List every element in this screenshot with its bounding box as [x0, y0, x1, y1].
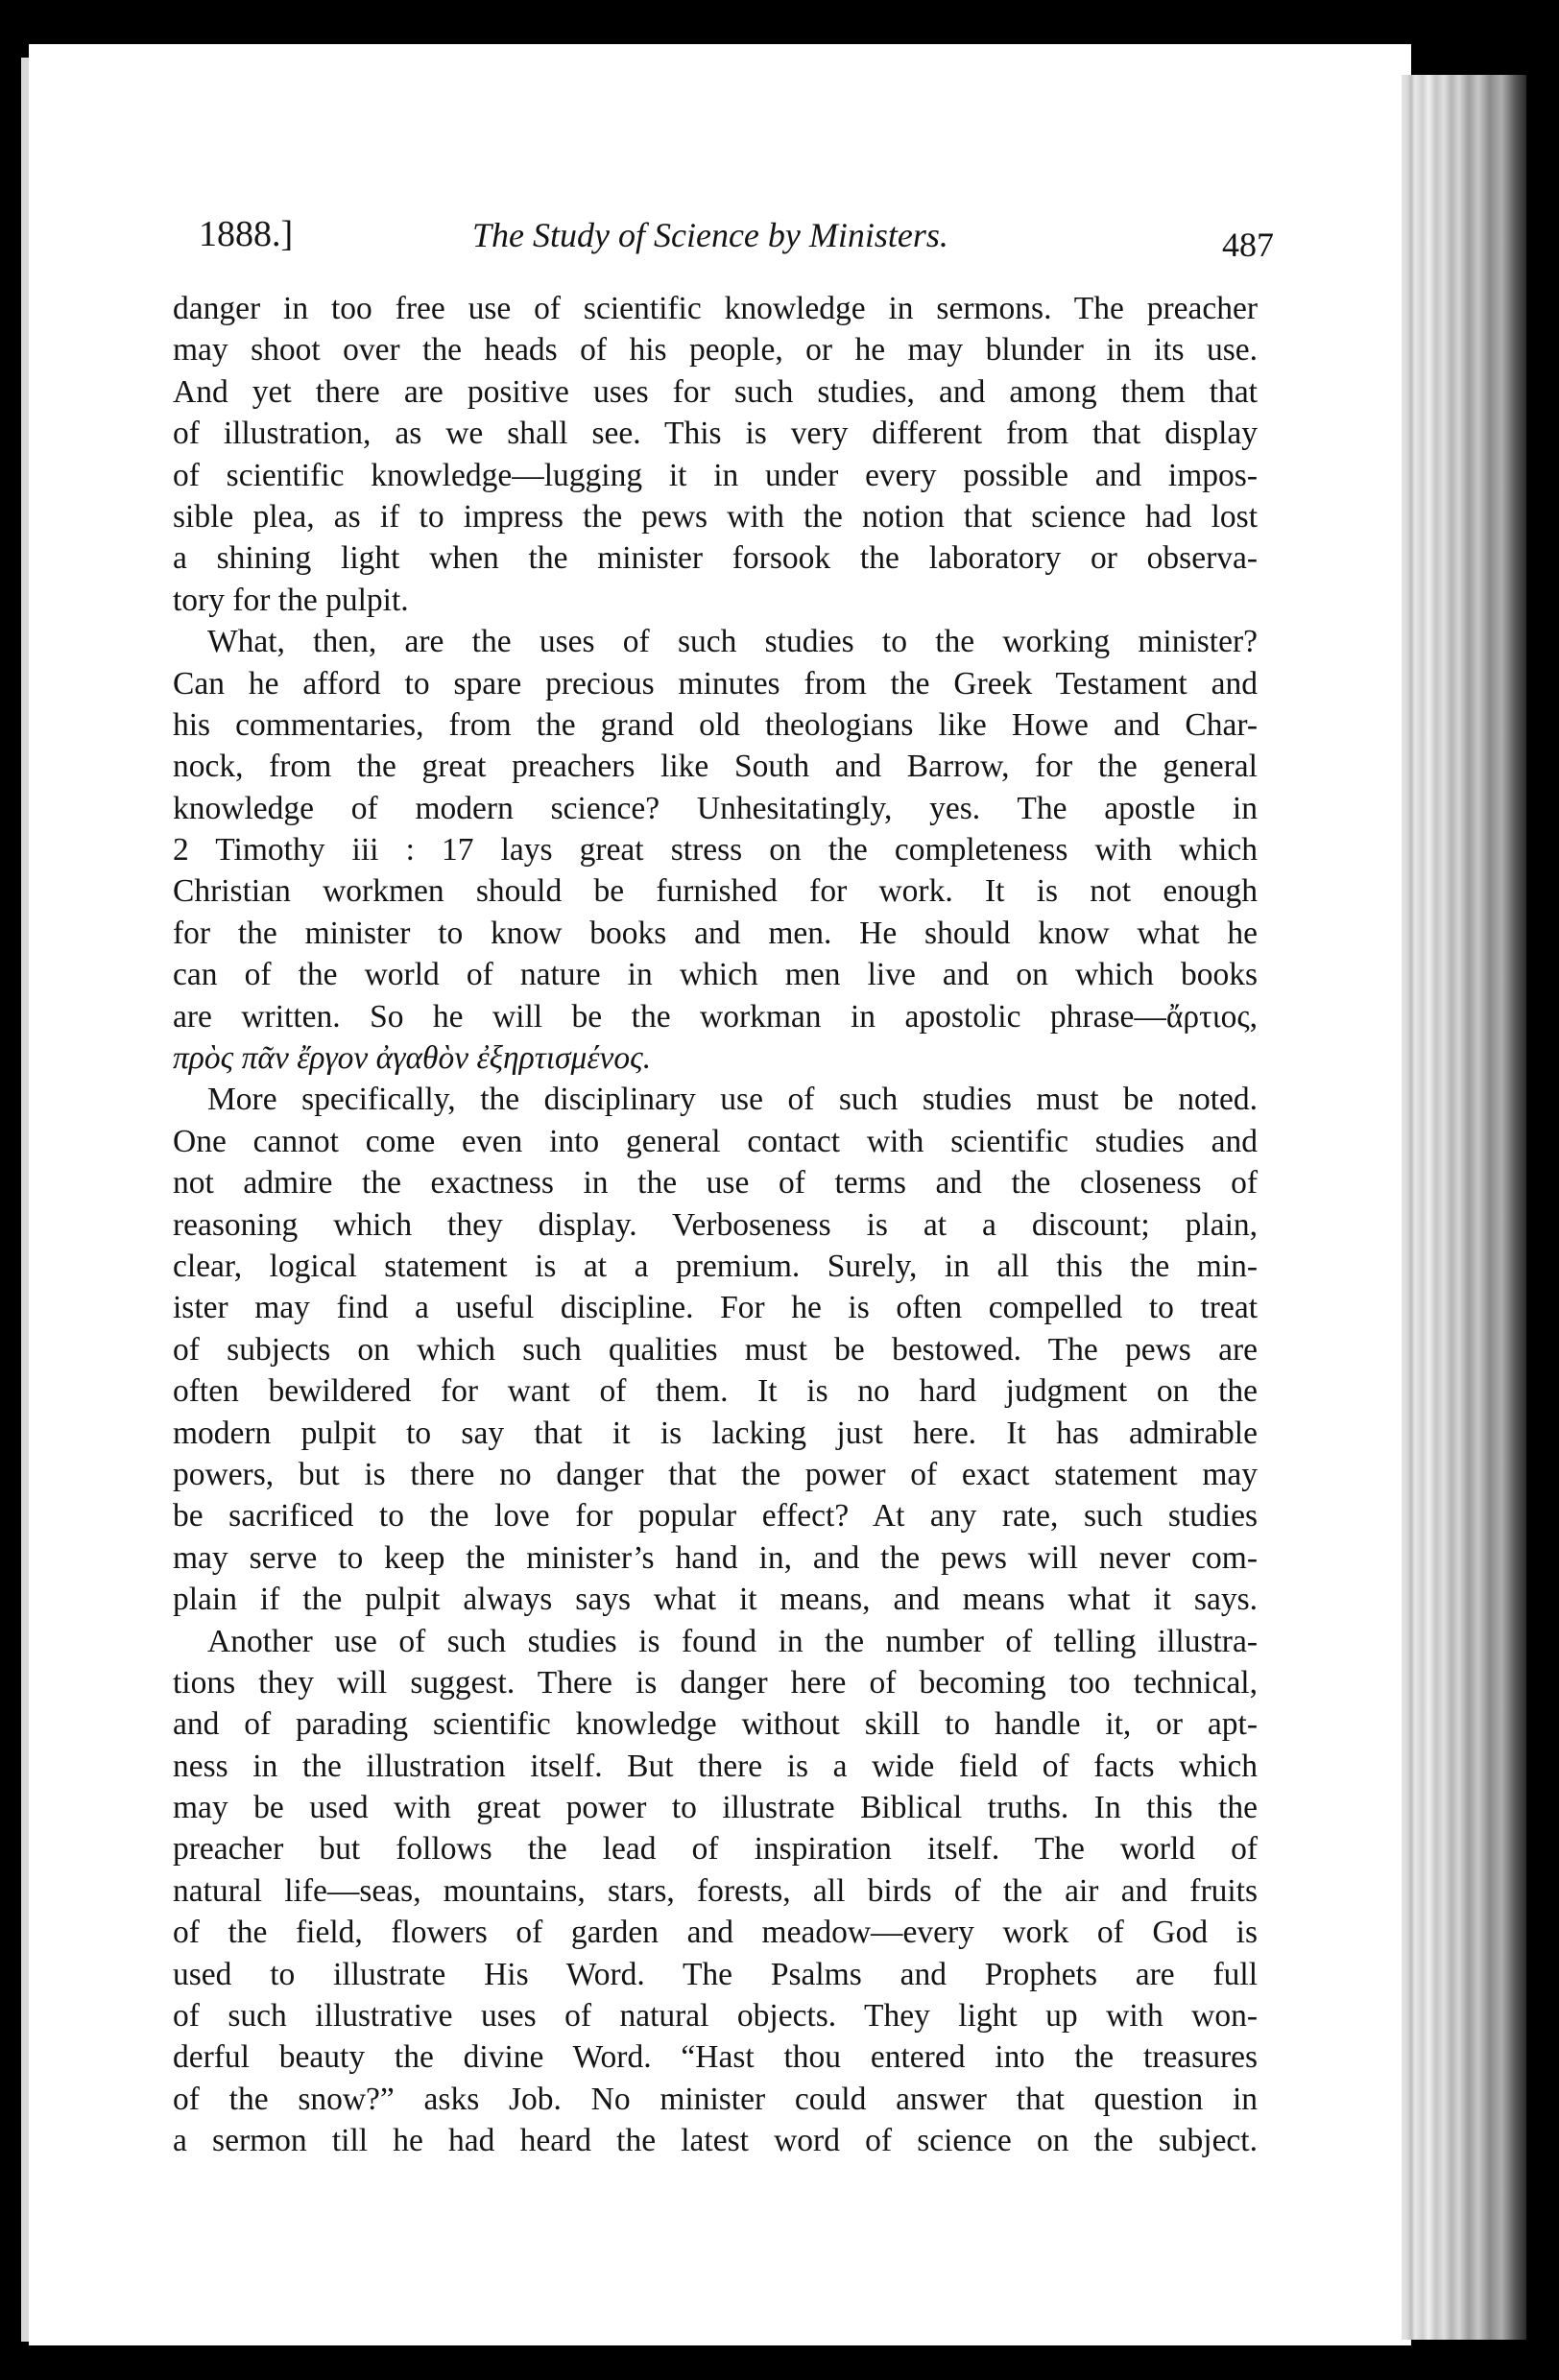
header-year: 1888.] — [199, 214, 294, 254]
text-line: a shining light when the minister forsook the laboratory or observa- — [173, 540, 1258, 577]
text-line: can of the world of nature in which men live and on which books — [173, 957, 1258, 993]
text-line: ister may find a useful discipline. For he is often compelled to treat — [173, 1290, 1258, 1326]
text-line: may serve to keep the minister’s hand in, and the pews will never com- — [173, 1539, 1258, 1576]
text-line: be sacrificed to the love for popular effect? At any rate, such studies — [173, 1498, 1258, 1535]
text-line: preacher but follows the lead of inspiration itself. The world of — [173, 1831, 1258, 1868]
text-line: and of parading scientific knowledge without skill to handle it, or apt- — [173, 1706, 1258, 1743]
page-number: 487 — [1222, 226, 1274, 264]
text-line: knowledge of modern science? Unhesitatingly, yes. The apostle in — [173, 790, 1258, 826]
text-line: are written. So he will be the workman in apostolic phrase—ἄρτιος, — [173, 998, 1258, 1035]
text-line: for the minister to know books and men. He should know what he — [173, 915, 1258, 951]
text-line: Another use of such studies is found in the number of telling illustra- — [207, 1623, 1258, 1659]
text-line: And yet there are positive uses for such studies, and among them that — [173, 373, 1258, 410]
text-line: More specifically, the disciplinary use of such studies must be noted. — [207, 1082, 1258, 1118]
text-line: of the snow?” asks Job. No minister could answer that question in — [173, 2081, 1258, 2117]
text-line: of scientific knowledge—lugging it in under every possible and impos- — [173, 457, 1258, 493]
text-line: tory for the pulpit. — [173, 582, 409, 618]
text-line: tions they will suggest. There is danger here of becoming too technical, — [173, 1664, 1258, 1701]
text-line: not admire the exactness in the use of terms and the closeness of — [173, 1165, 1258, 1202]
text-line: used to illustrate His Word. The Psalms and Prophets are full — [173, 1956, 1258, 1992]
text-line: plain if the pulpit always says what it means, and means what it says. — [173, 1582, 1258, 1618]
text-line: of the field, flowers of garden and meadow—every work of God is — [173, 1915, 1258, 1951]
text-line: clear, logical statement is at a premium. Surely, in all this the min- — [173, 1248, 1258, 1284]
text-line: reasoning which they display. Verboseness is at a discount; plain, — [173, 1206, 1258, 1243]
text-line: πρὸς πᾶν ἔργον ἀγαθὸν ἐξηρτισμένος. — [173, 1040, 652, 1077]
text-line: What, then, are the uses of such studies to the working minister? — [207, 624, 1258, 660]
text-line: danger in too free use of scientific knowledge in sermons. The preacher — [173, 291, 1258, 326]
text-line: One cannot come even into general contact with scientific studies and — [173, 1123, 1258, 1159]
text-line: Can he afford to spare precious minutes from the Greek Testament and — [173, 665, 1258, 702]
running-header — [199, 213, 1274, 264]
text-line: natural life—seas, mountains, stars, forests, all birds of the air and fruits — [173, 1872, 1258, 1909]
text-line: a sermon till he had heard the latest word of science on the subject. — [173, 2123, 1258, 2159]
text-line: of subjects on which such qualities must be bestowed. The pews are — [173, 1331, 1258, 1368]
text-line: may be used with great power to illustrate Biblical truths. In this the — [173, 1790, 1258, 1826]
text-line: powers, but is there no danger that the power of exact statement may — [173, 1456, 1258, 1492]
text-line: modern pulpit to say that it is lacking just here. It has admirable — [173, 1415, 1258, 1451]
body-text — [173, 288, 1258, 2162]
text-line: sible plea, as if to impress the pews with the notion that science had lost — [173, 498, 1258, 535]
text-line: may shoot over the heads of his people, or he may blunder in its use. — [173, 332, 1258, 369]
header-title: The Study of Science by Ministers. — [472, 216, 948, 254]
text-line: often bewildered for want of them. It is no hard judgment on the — [173, 1373, 1258, 1410]
text-line: his commentaries, from the grand old theologians like Howe and Char- — [173, 706, 1258, 743]
text-line: derful beauty the divine Word. “Hast thou entered into the treasures — [173, 2039, 1258, 2076]
text-line: ness in the illustration itself. But there is a wide field of facts which — [173, 1748, 1258, 1784]
book-fore-edge — [1402, 75, 1526, 2340]
text-line: 2 Timothy iii : 17 lays great stress on the completeness with which — [173, 832, 1258, 869]
text-line: of illustration, as we shall see. This is very different from that display — [173, 416, 1258, 452]
text-line: Christian workmen should be furnished for work. It is not enough — [173, 873, 1258, 910]
text-line: nock, from the great preachers like South and Barrow, for the general — [173, 749, 1258, 785]
text-line: of such illustrative uses of natural objects. They light up with won- — [173, 1998, 1258, 2035]
